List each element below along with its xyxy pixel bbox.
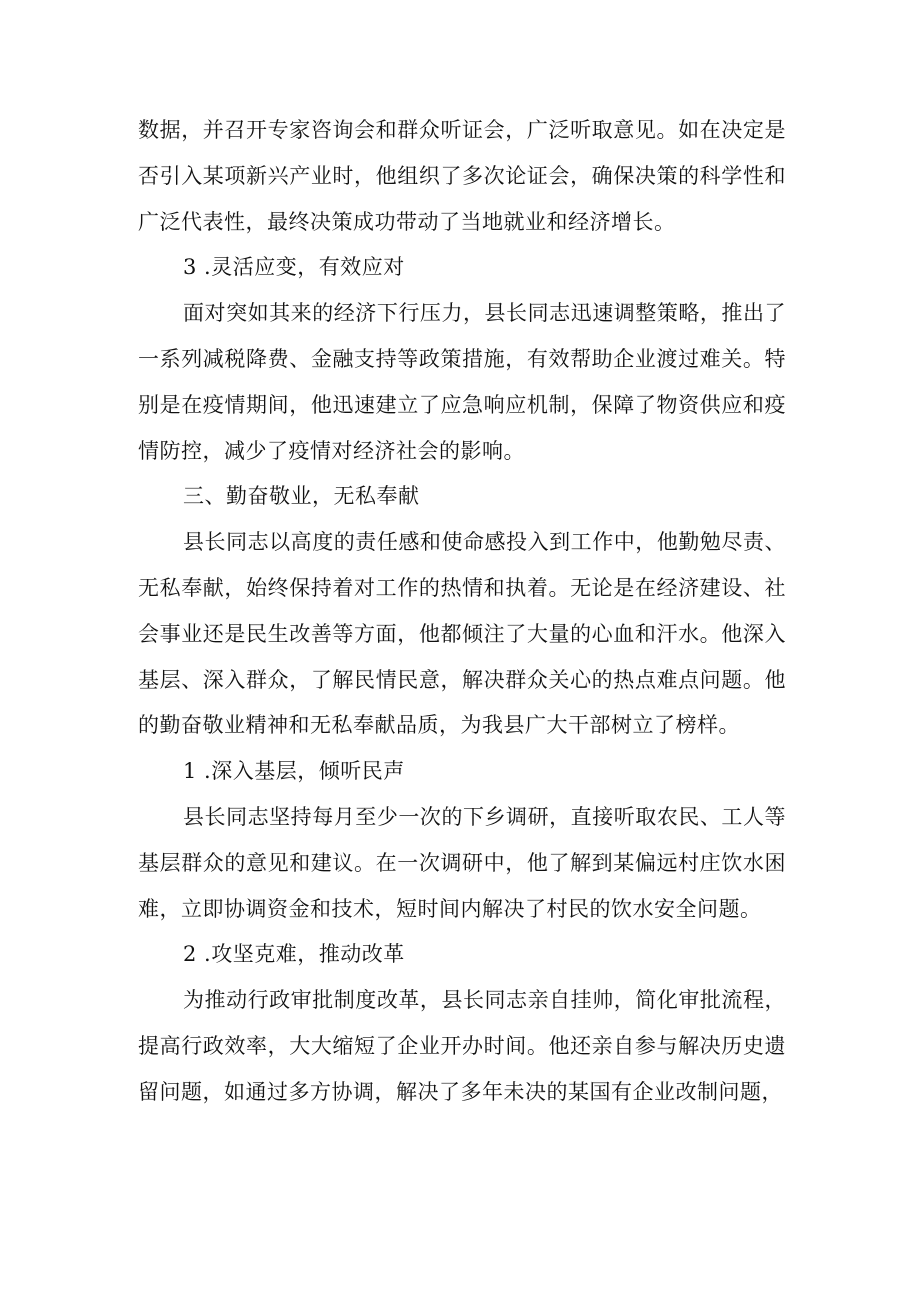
- paragraph-continuation: 数据，并召开专家咨询会和群众听证会，广泛听取意见。如在决定是否引入某项新兴产业时，他组织了多次论证会，确保决策的科学性和广泛代表性，最终决策成功带动了当地就业和经济增长。: [138, 118, 786, 234]
- paragraph-flexible-response: 面对突如其来的经济下行压力，县长同志迅速调整策略，推出了一系列减税降费、金融支持等政策措施，有效帮助企业渡过难关。特别是在疫情期间，他迅速建立了应急响应机制，保障了物资供应和疫情防控，减少了疫情对经济社会的影响。: [138, 301, 786, 463]
- section-heading-2: 2 .攻坚克难，推动改革: [183, 942, 405, 967]
- paragraph-reform: 为推动行政审批制度改革，县长同志亲自挂帅，简化审批流程，提高行政效率，大大缩短了企业开办时间。他还亲自参与解决历史遗留问题，如通过多方协调，解决了多年未决的某国有企业改制问题，: [138, 988, 786, 1104]
- document-body: [138, 108, 786, 1116]
- paragraph-diligence: 县长同志以高度的责任感和使命感投入到工作中，他勤勉尽责、无私奉献，始终保持着对工作的热情和执着。无论是在经济建设、社会事业还是民生改善等方面，他都倾注了大量的心血和汗水。他深入基层、深入群众，了解民情民意，解决群众关心的热点难点问题。他的勤奋敬业精神和无私奉献品质，为我县广大干部树立了榜样。: [138, 530, 786, 738]
- paragraph-grassroots: 县长同志坚持每月至少一次的下乡调研，直接听取农民、工人等基层群众的意见和建议。在一次调研中，他了解到某偏远村庄饮水困难，立即协调资金和技术，短时间内解决了村民的饮水安全问题。: [138, 804, 786, 921]
- section-heading-3: 3 .灵活应变，有效应对: [183, 255, 405, 280]
- section-heading-1: 1 .深入基层，倾听民声: [183, 759, 405, 784]
- chapter-heading-three: 三、勤奋敬业，无私奉献: [183, 484, 420, 509]
